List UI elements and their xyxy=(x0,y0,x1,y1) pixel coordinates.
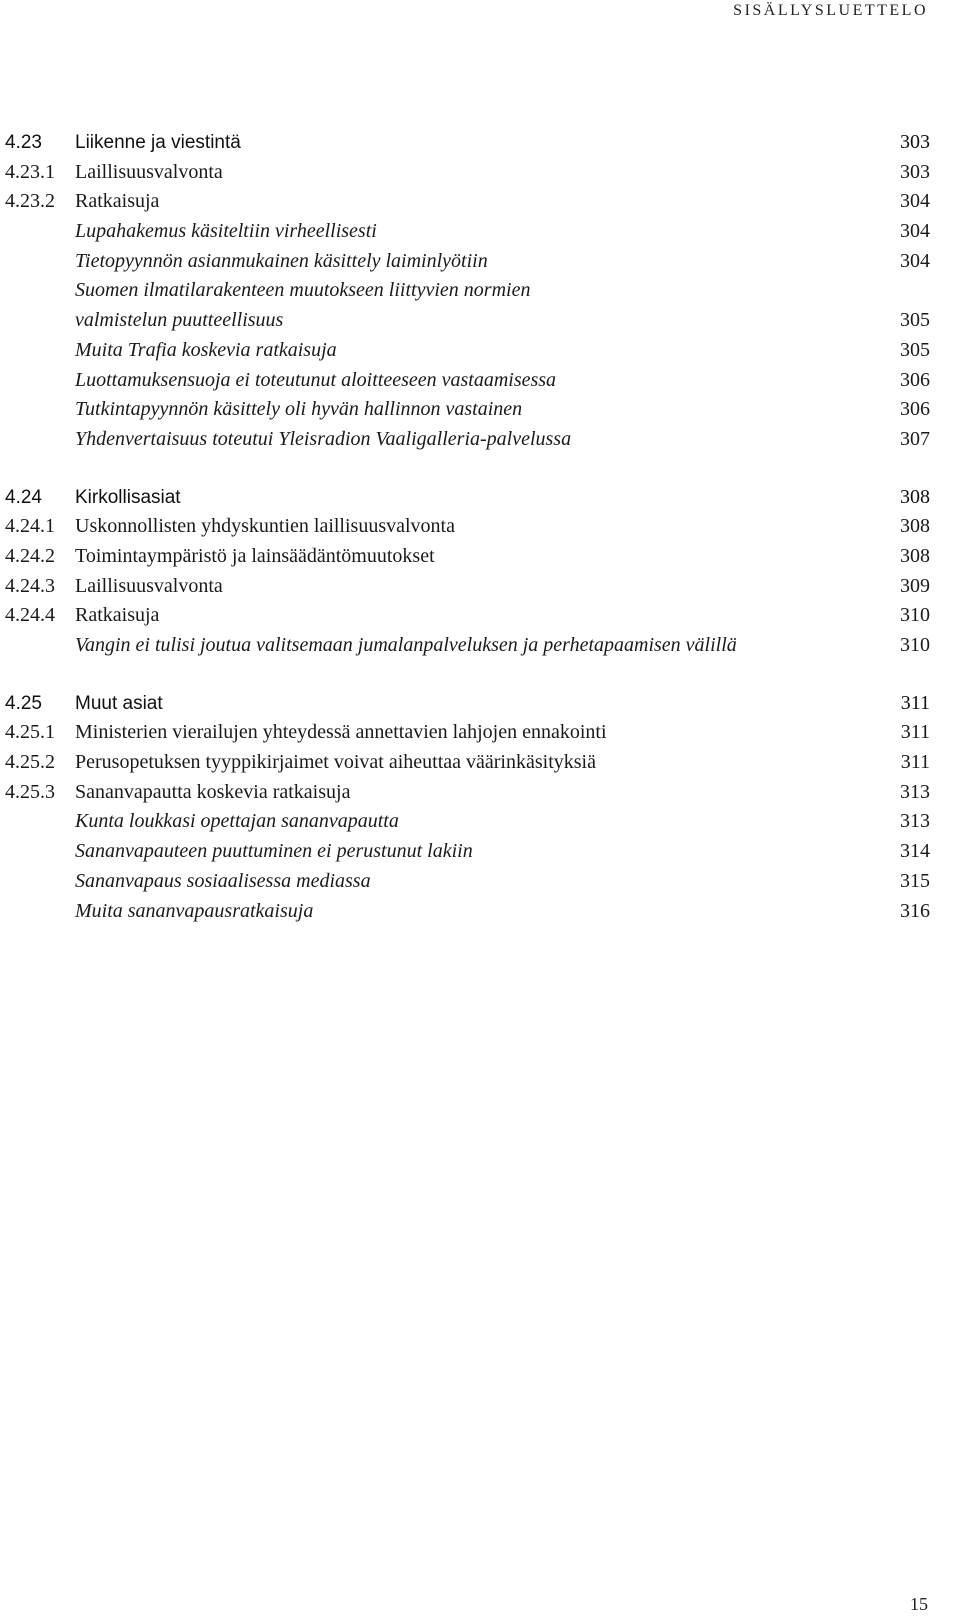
toc-entry[interactable] xyxy=(5,897,930,927)
section-gap xyxy=(5,455,930,483)
toc-entry-page: 304 xyxy=(900,190,930,213)
toc-entry[interactable] xyxy=(5,336,930,366)
toc-entry-number: 4.23.1 xyxy=(5,160,55,183)
toc-entry[interactable] xyxy=(5,867,930,897)
toc-entry-title: Kirkollisasiat xyxy=(75,486,181,508)
toc-entry-title: Yhdenvertaisuus toteutui Yleisradion Vaaligalleria-palvelussa xyxy=(75,427,572,450)
toc-entry-page: 309 xyxy=(900,574,930,597)
toc-entry-title: Muut asiat xyxy=(75,692,163,714)
toc-entry[interactable] xyxy=(5,366,930,396)
toc-entry-title: Uskonnollisten yhdyskuntien laillisuusvalvonta xyxy=(75,515,455,538)
toc-entry-title: Lupahakemus käsiteltiin virheellisesti xyxy=(75,220,377,243)
toc-entry[interactable] xyxy=(5,542,930,572)
toc-entry-page: 313 xyxy=(900,780,930,803)
toc-entry-number: 4.24 xyxy=(5,486,42,508)
toc-entry-title: Vangin ei tulisi joutua valitsemaan jumalanpalveluksen ja perhetapaamisen välillä xyxy=(75,634,737,656)
toc-entry-number: 4.23 xyxy=(5,132,42,153)
toc-entry-page: 315 xyxy=(900,869,930,892)
toc-entry-title: Perusopetuksen tyyppikirjaimet voivat aiheuttaa väärinkäsityksiä xyxy=(75,751,596,774)
toc-entry-number: 4.25 xyxy=(5,692,42,714)
toc-entry[interactable] xyxy=(5,601,930,631)
toc-entry[interactable] xyxy=(5,128,930,158)
toc-entry-title: Laillisuusvalvonta xyxy=(75,160,223,183)
toc-entry-page: 314 xyxy=(900,840,930,863)
toc-entry-page: 303 xyxy=(900,131,930,153)
toc-entry-page: 310 xyxy=(900,604,930,627)
toc-entry-number: 4.23.2 xyxy=(5,190,55,213)
toc-entry-title: Laillisuusvalvonta xyxy=(75,574,223,597)
toc-entry-page: 310 xyxy=(900,634,930,656)
toc-entry-number: 4.25.3 xyxy=(5,780,55,803)
toc-entry-page: 305 xyxy=(900,338,930,361)
toc-entry-page: 306 xyxy=(900,368,930,391)
toc-entry-number: 4.25.1 xyxy=(5,721,55,744)
toc-entry-page: 311 xyxy=(900,721,930,744)
toc-entry-page: 311 xyxy=(900,691,930,714)
toc-entry-page: 316 xyxy=(900,899,930,922)
toc-entry[interactable] xyxy=(5,276,930,306)
toc-entry[interactable] xyxy=(5,689,930,719)
toc-entry-page: 304 xyxy=(900,249,930,272)
toc-entry-number: 4.24.2 xyxy=(5,544,55,567)
toc-entry-title: Tutkintapyynnön käsittely oli hyvän hallinnon vastainen xyxy=(75,398,523,421)
toc-entry[interactable] xyxy=(5,631,930,661)
toc-entry-page: 306 xyxy=(900,398,930,421)
toc-entry-page: 307 xyxy=(900,427,930,450)
toc-entry-page: 313 xyxy=(900,810,930,833)
toc-entry[interactable] xyxy=(5,158,930,188)
toc-entry-page: 311 xyxy=(900,751,930,774)
toc-entry[interactable] xyxy=(5,187,930,217)
running-head: SISÄLLYSLUETTELO xyxy=(733,2,928,19)
toc-entry-page: 303 xyxy=(900,160,930,183)
toc-entry[interactable] xyxy=(5,395,930,425)
table-of-contents xyxy=(5,128,930,926)
toc-entry-page: 308 xyxy=(900,544,930,567)
toc-entry[interactable] xyxy=(5,512,930,542)
toc-entry[interactable] xyxy=(5,483,930,513)
toc-entry-title: Muita Trafia koskevia ratkaisuja xyxy=(75,338,337,361)
toc-entry-title: Sananvapautta koskevia ratkaisuja xyxy=(75,780,351,803)
toc-entry-title: Ministerien vierailujen yhteydessä annettavien lahjojen ennakointi xyxy=(75,721,607,744)
toc-entry[interactable] xyxy=(5,748,930,778)
toc-entry[interactable] xyxy=(5,837,930,867)
toc-entry-title: valmistelun puutteellisuus xyxy=(75,309,284,332)
toc-entry-title: Ratkaisuja xyxy=(75,190,160,213)
toc-entry[interactable] xyxy=(5,778,930,808)
toc-entry[interactable] xyxy=(5,425,930,455)
toc-entry-number: 4.24.3 xyxy=(5,574,55,597)
toc-entry[interactable] xyxy=(5,306,930,336)
toc-entry-title: Luottamuksensuoja ei toteutunut aloitteeseen vastaamisessa xyxy=(75,368,557,391)
toc-entry-title: Sananvapaus sosiaalisessa mediassa xyxy=(75,869,371,892)
toc-entry[interactable] xyxy=(5,217,930,247)
toc-entry-title: Muita sananvapausratkaisuja xyxy=(75,899,314,922)
section-gap xyxy=(5,661,930,689)
toc-entry-number: 4.24.1 xyxy=(5,515,55,538)
page-number: 15 xyxy=(910,1594,928,1614)
toc-entry-title: Liikenne ja viestintä xyxy=(75,132,241,153)
toc-entry[interactable] xyxy=(5,718,930,748)
toc-entry-title: Kunta loukkasi opettajan sananvapautta xyxy=(75,810,399,833)
toc-entry-title: Ratkaisuja xyxy=(75,604,160,627)
toc-entry-title: Toimintaympäristö ja lainsäädäntömuutokset xyxy=(75,544,435,567)
toc-entry[interactable] xyxy=(5,247,930,277)
toc-entry-number: 4.25.2 xyxy=(5,751,55,774)
toc-entry[interactable] xyxy=(5,807,930,837)
toc-entry-page: 308 xyxy=(900,515,930,538)
toc-entry-page: 305 xyxy=(900,309,930,332)
toc-entry-page: 304 xyxy=(900,220,930,243)
toc-entry[interactable] xyxy=(5,572,930,602)
toc-entry-title: Tietopyynnön asianmukainen käsittely laiminlyötiin xyxy=(75,249,488,272)
toc-entry-title: Sananvapauteen puuttuminen ei perustunut lakiin xyxy=(75,840,473,863)
toc-entry-title: Suomen ilmatilarakenteen muutokseen liittyvien normien xyxy=(75,279,531,302)
toc-entry-page: 308 xyxy=(900,485,930,508)
toc-entry-number: 4.24.4 xyxy=(5,604,55,627)
